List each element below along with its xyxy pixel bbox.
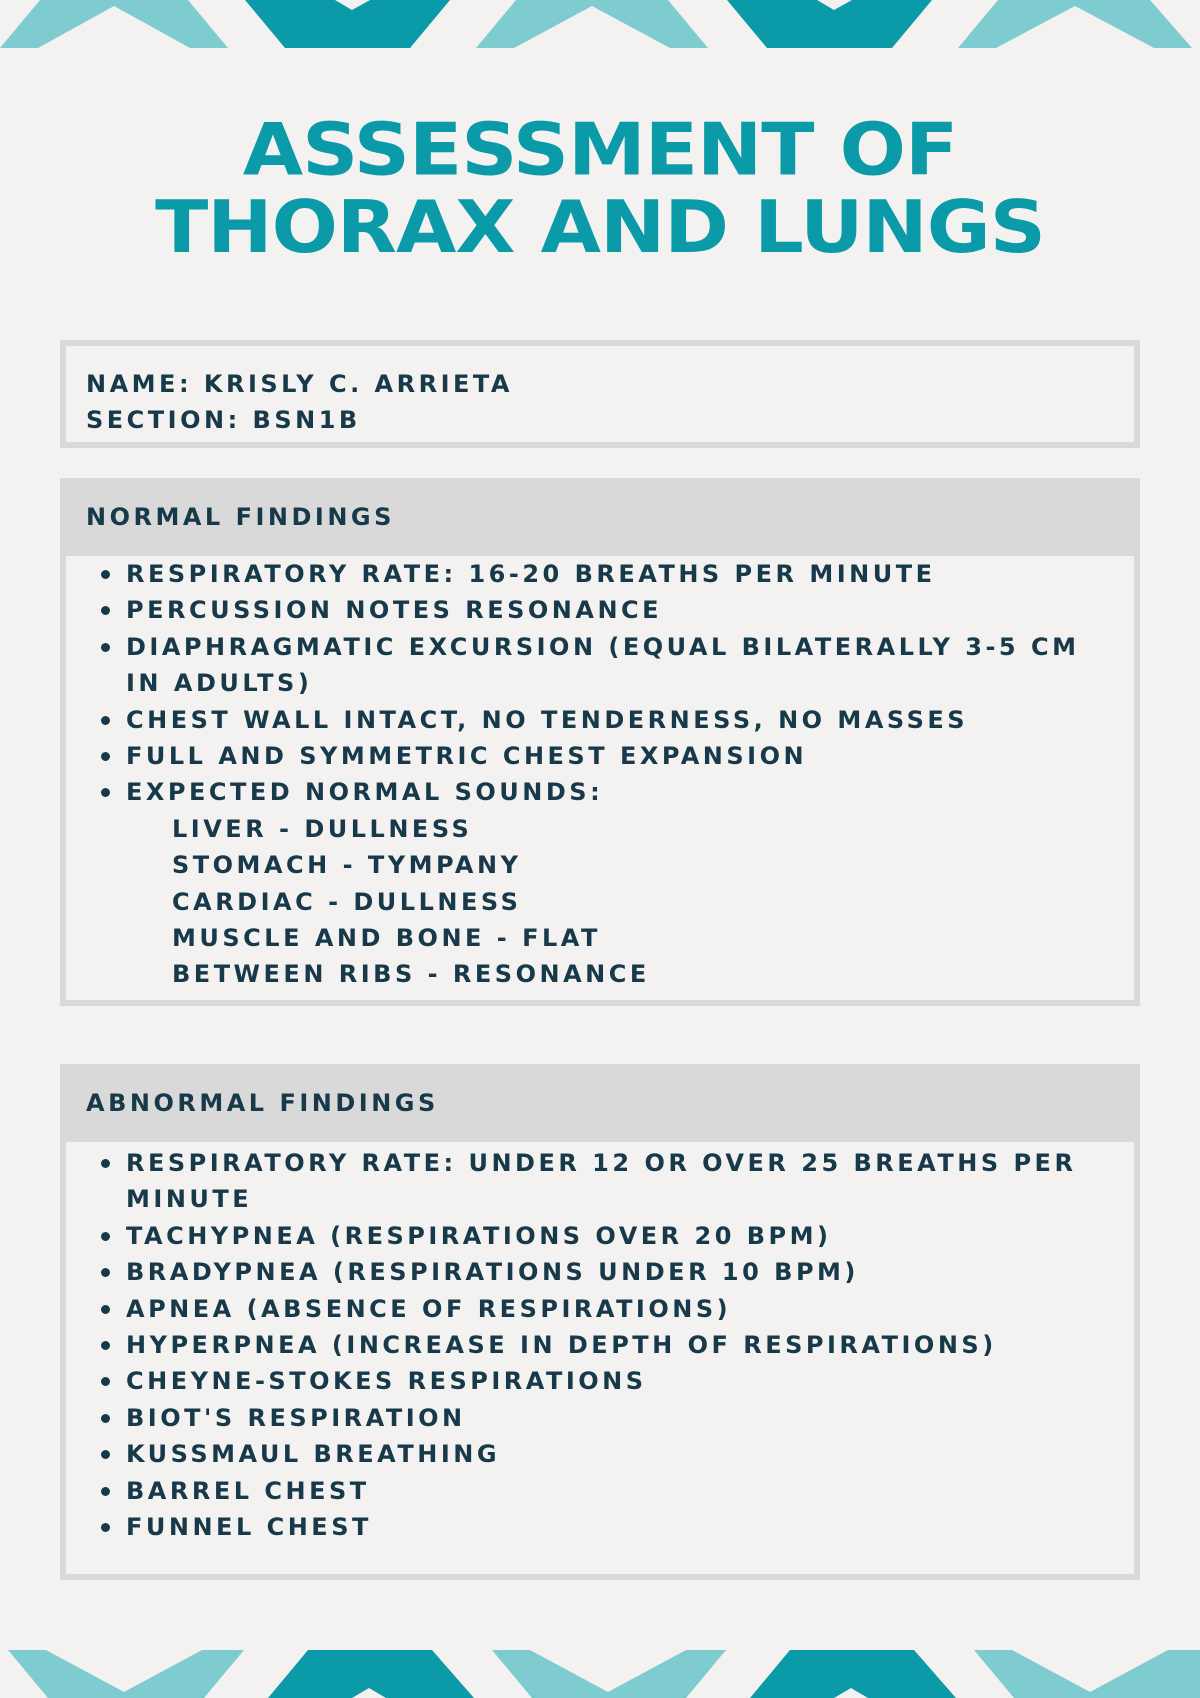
normal-sound-item: BETWEEN RIBS - RESONANCE <box>172 960 650 989</box>
normal-sound-item: STOMACH - TYMPANY <box>172 851 522 880</box>
normal-findings-header: NORMAL FINDINGS <box>60 478 1140 556</box>
list-item: RESPIRATORY RATE: 16-20 BREATHS PER MINUTE <box>66 556 1114 592</box>
list-item: TACHYPNEA (RESPIRATIONS OVER 20 BPM) <box>66 1218 1114 1254</box>
normal-findings-list <box>66 556 1134 993</box>
list-item: DIAPHRAGMATIC EXCURSION (EQUAL BILATERALLY 3-5 CM IN ADULTS) <box>66 629 1114 702</box>
normal-sound-item: MUSCLE AND BONE - FLAT <box>172 924 601 953</box>
list-item: BIOT'S RESPIRATION <box>66 1400 1114 1436</box>
normal-findings-box <box>60 478 1140 1006</box>
normal-sound-item: LIVER - DULLNESS <box>172 814 473 843</box>
list-item: CHEYNE-STOKES RESPIRATIONS <box>66 1363 1114 1399</box>
abnormal-findings-box <box>60 1064 1140 1580</box>
list-item: CHEST WALL INTACT, NO TENDERNESS, NO MASSES <box>66 702 1114 738</box>
abnormal-findings-list <box>66 1142 1134 1545</box>
list-item: KUSSMAUL BREATHING <box>66 1436 1114 1472</box>
list-item: BRADYPNEA (RESPIRATIONS UNDER 10 BPM) <box>66 1254 1114 1290</box>
abnormal-findings-header: ABNORMAL FINDINGS <box>60 1064 1140 1142</box>
page-title <box>0 109 1200 270</box>
top-decorative-pattern <box>0 0 1200 48</box>
list-item: EXPECTED NORMAL SOUNDS: <box>66 774 1114 810</box>
list-item: PERCUSSION NOTES RESONANCE <box>66 592 1114 628</box>
list-item: RESPIRATORY RATE: UNDER 12 OR OVER 25 BREATHS PER MINUTE <box>66 1145 1114 1218</box>
title-line-1: ASSESSMENT OF <box>242 109 958 193</box>
student-name: NAME: KRISLY C. ARRIETA <box>86 370 513 398</box>
normal-sound-item: CARDIAC - DULLNESS <box>172 887 522 916</box>
list-item: BARREL CHEST <box>66 1473 1114 1509</box>
title-line-2: THORAX AND LUNGS <box>155 186 1045 270</box>
student-section: SECTION: BSN1B <box>86 406 361 434</box>
list-item: FULL AND SYMMETRIC CHEST EXPANSION <box>66 738 1114 774</box>
list-item: FUNNEL CHEST <box>66 1509 1114 1545</box>
student-info-box <box>60 340 1140 448</box>
bottom-decorative-pattern <box>0 1650 1200 1698</box>
list-item: HYPERPNEA (INCREASE IN DEPTH OF RESPIRATIONS) <box>66 1327 1114 1363</box>
list-item: APNEA (ABSENCE OF RESPIRATIONS) <box>66 1291 1114 1327</box>
